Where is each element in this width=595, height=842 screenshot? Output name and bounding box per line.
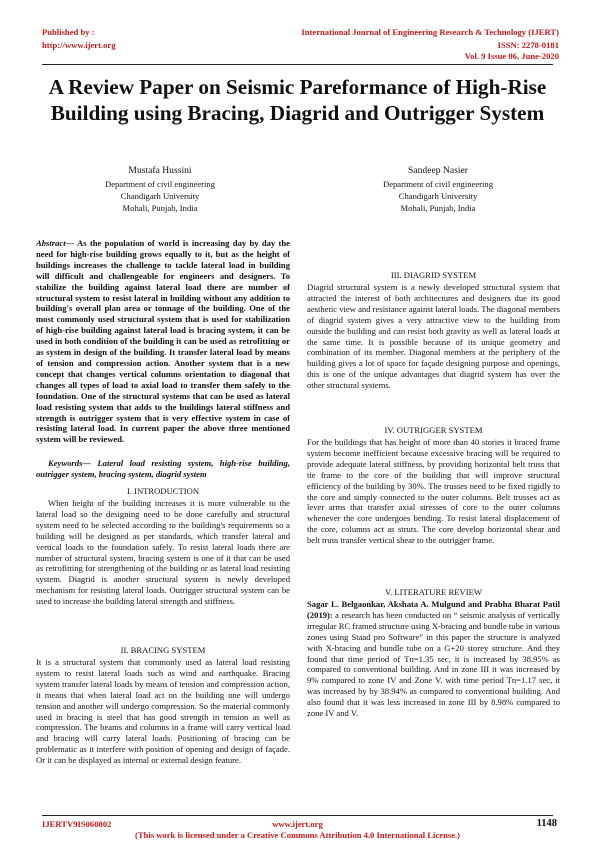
- diagrid-paragraph: [307, 282, 560, 417]
- literature-authors: Sagar L. Belgaonkar, Akshata A. Mulgund and Prabha Bharat Patil (2019):: [307, 599, 560, 620]
- section-heading-bracing: II. BRACING SYSTEM: [120, 645, 206, 655]
- keywords: [36, 458, 290, 482]
- outrigger-paragraph: [307, 437, 560, 573]
- bracing-paragraph: [36, 657, 290, 798]
- author-city: Mohali, Punjab, India: [122, 203, 198, 213]
- author-univ: Chandigarh University: [120, 191, 200, 201]
- author-block-2: [338, 164, 538, 214]
- section-heading-literature: V. LITERATURE REVIEW: [385, 587, 482, 597]
- paper-title: A Review Paper on Seismic Pareformance of High-Rise Building using Bracing, Diagrid and Outrigger System: [48, 75, 547, 125]
- published-by: Published by :: [42, 27, 95, 37]
- diagrid-text: Diagrid structural system is a newly developed structural system that attracted the interest of both architectures and designers due its good aesthetic view and resistance against lateral loads. The diagonal members of diagrid system gives a very attractive view to the building from outside the building and can resist both gravity as well as lateral loads at the same time. It is possible because of its unique geometry and combination of its member. Diagonal members at the periphery of the building gives a lot of space for façade designing purpose and openings, this is one of the unique advantages that diagrid system has over the other structural systems.: [307, 282, 560, 391]
- author-dept: Department of civil engineering: [382, 179, 493, 189]
- literature-paragraph: [307, 599, 560, 747]
- section-heading-outrigger: IV. OUTRIGGER SYSTEM: [384, 425, 483, 435]
- literature-text: a research has been conducted on “ seismic analysis of vertically irregular RC framed structure using X-bracing and bundle tube in various zones using Staad pro Software” in this paper the structure is analyzed with X-bracing and bundle tube on a G+20 storey structure. And they found that time period of Tn=1.35 sec, it is increased by 38.95% as compared to conventional building. And in zone III it was increased by 9% compared to zone IV and Zone V. with time period Tn=1.17 sec, it was increased by by 38.94% as compared to conventional building. And also found that it was less increased in zone III by 8.98% compared to zone IV and V.: [307, 609, 560, 719]
- issn: ISSN: 2278-0181: [497, 40, 559, 50]
- author-name: Sandeep Nasier: [408, 165, 468, 176]
- intro-paragraph: [36, 498, 290, 636]
- volume-issue: Vol. 9 Issue 06, June-2020: [464, 51, 559, 61]
- author-univ: Chandigarh University: [398, 191, 478, 201]
- section-heading-diagrid: III. DIAGRID SYSTEM: [390, 270, 477, 280]
- abstract-text: As the population of world is increasing day by day the need for high-rise building grows equally to it, but as the height of buildings increases the challenge to tackle lateral load in building will difficult and challengeable for engineers and designers. To stabilize the building against lateral load there are number of structural system to resist lateral in building without any addition to building's overall plan area or tonnage of the building. One of the most commonly used structural system that is used for stabilization of high-rise building against lateral load is bracing system, it can be used in both condition of the building it can be used as retrofitting or as system in design of the building. It transfer lateral load by means of tension and compression action. Another system that is a new concept that changes vertical columns orientation to diagonal that changes all types of load to axial load to transfer them safely to the foundation. One of the structural systems that can be used as lateral load resisting system that adds to the buildings lateral stiffness and strength is outrigger system that is very effective system in case of resisting lateral load. In current paper the above three mentioned system will be reviewed.: [36, 238, 290, 445]
- paper-id: IJERTV9IS060802: [42, 819, 112, 829]
- intro-text: When height of the building increases it is more vulnerable to the lateral load so the designing need to be done carefully and structural system need to be selected according to the building's requirements so a building will be designed as per standards, which transfer lateral and vertical loads to the foundation safely. To resist lateral loads there are number of structural system, bracing system is one of it that can be used as retrofitting for strengthening of the building or as lateral load resisting system. Diagrid is another structural system is newly developed mechanism for resisting lateral loads. Outrigger structural system can be used to increase the building lateral strength and stiffness.: [36, 498, 290, 607]
- author-block-1: [60, 164, 260, 214]
- bracing-continuation: [307, 238, 560, 261]
- keywords-text: Lateral load resisting system, high-rise building, outrigger system, bracing system, diagrid system: [36, 458, 290, 479]
- author-city: Mohali, Punjab, India: [400, 203, 476, 213]
- footer-rule: [42, 815, 553, 816]
- header-rule: [42, 64, 553, 65]
- left-column: [36, 238, 290, 798]
- author-dept: Department of civil engineering: [104, 179, 215, 189]
- abstract-label: Abstract—: [36, 238, 75, 248]
- outrigger-text: For the buildings that has height of more than 40 stories it braced frame system become inefficient because excessive bracing will be required to provide adequate lateral stiffness, by providing horizontal belt truss that tie frame to the core of the building that will improve structural efficiency of the building by 30%. The trusses need to be fixed rigidly to the core and simply connected to the outer columns. Belt trusses act as lever arms that transfer axial stresses of core to the outer columns whenever the core undergoes bending. To resist lateral displacement of the core, columns act as struts. The core develop horizontal shear and belt truss transfer vertical shear to the outrigger frame.: [307, 437, 560, 546]
- journal-url-link[interactable]: http://www.ijert.org: [42, 40, 116, 50]
- section-heading-intro: I. INTRODUCTION: [126, 486, 200, 496]
- right-column: [307, 238, 560, 798]
- footer-url-link[interactable]: www.ijert.org: [272, 819, 323, 829]
- journal-name: International Journal of Engineering Research & Technology (IJERT): [301, 27, 559, 37]
- abstract: [36, 238, 290, 446]
- bracing-text: It is a structural system that commonly used as lateral load resisting system to resist lateral loads such as wind and earthquake. Bracing system transfer lateral loads by means of tension and compression action, it means that when lateral load act on the building one will undergo tension and another will undergo compression. So the material commonly used in bracing is steel that has good strength in tension as well as compression. The beams and columns in a frame will carry vertical load and bracing will carry lateral loads. Positioning of bracing can be problematic as it interfere with position of opening and design of façade. Or it can be displayed as internal or external design feature.: [36, 657, 290, 766]
- author-name: Mustafa Hussini: [128, 165, 192, 176]
- keywords-label: Keywords—: [48, 458, 91, 468]
- page-number: 1148: [536, 818, 557, 829]
- license-note: (This work is licensed under a Creative Commons Attribution 4.0 International License.): [134, 830, 461, 840]
